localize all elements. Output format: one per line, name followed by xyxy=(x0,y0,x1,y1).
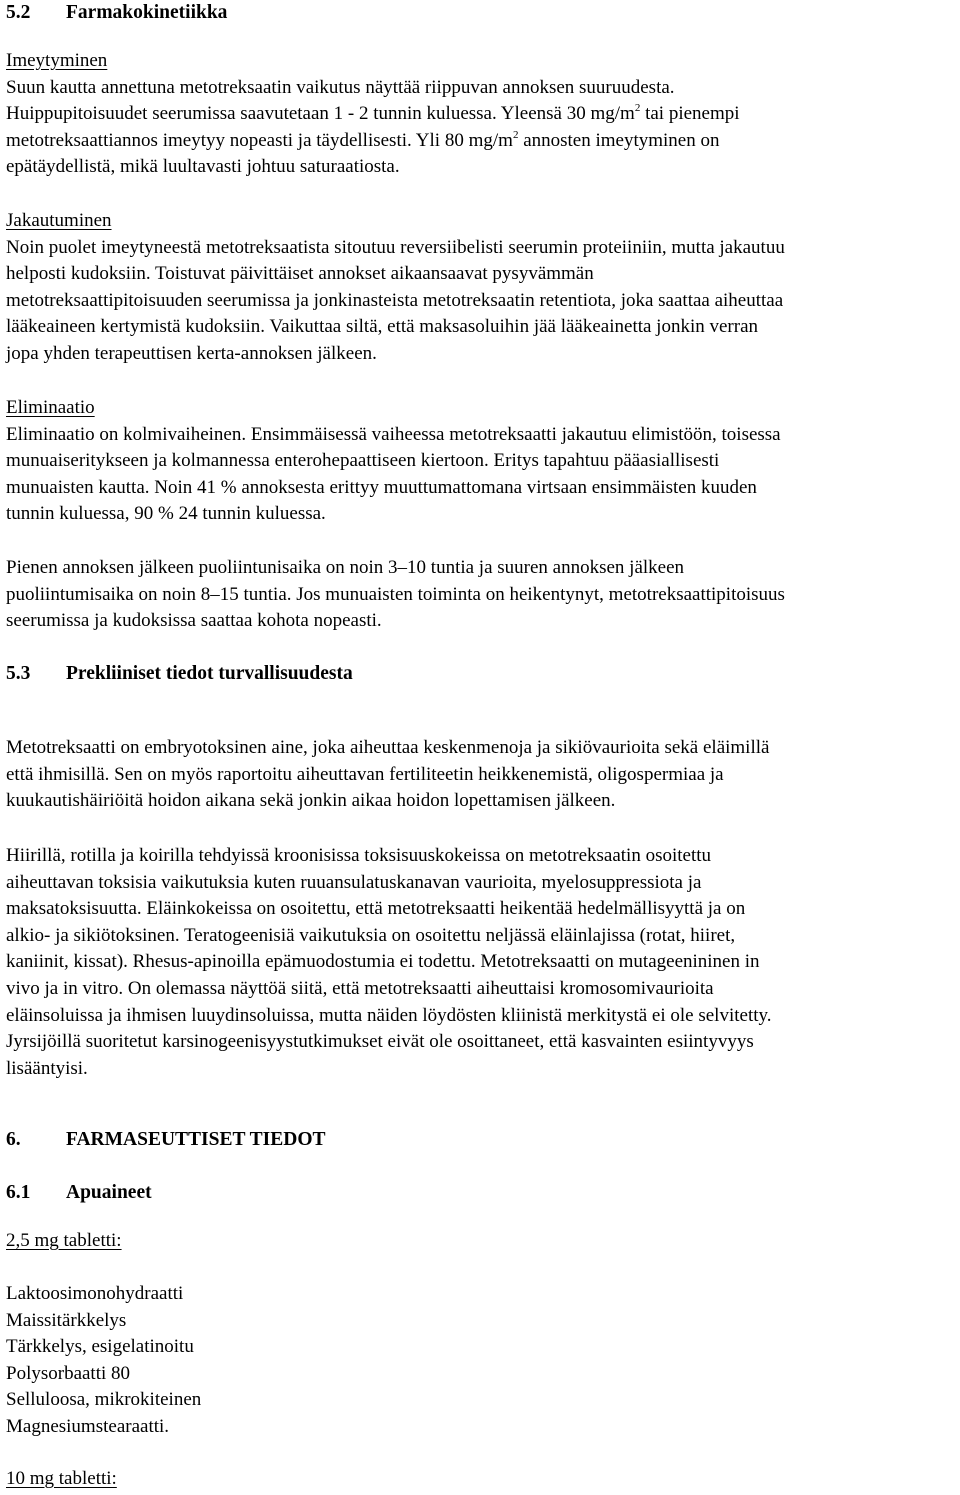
jakautuminen-block xyxy=(6,208,785,368)
text-line: Suun kautta annettuna metotreksaatin vaikutus näyttää riippuvan annoksen suuruudesta. xyxy=(6,76,675,98)
list-item: Selluloosa, mikrokiteinen xyxy=(6,1389,202,1411)
text-line: munuaisten kautta. Noin 41 % annoksesta erittyy muuttumattomana virtsaan ensimmäisten kuuden xyxy=(6,476,757,498)
superscript: 2 xyxy=(512,128,519,141)
section-5-2-heading xyxy=(6,0,227,27)
text-line: kuukautishäiriöitä hoidon aikana sekä jonkin aikaa hoidon lopettamisen jälkeen. xyxy=(6,790,616,812)
imeytyminen-block xyxy=(6,48,740,181)
tablet-10-label: 10 mg tabletti: xyxy=(6,1468,117,1489)
text-line: maksatoksisuutta. Eläinkokeissa on osoitettu, että metotreksaatti heikentää hedelmällisyyttä ja on xyxy=(6,898,746,920)
text-line: puoliintumisaika on noin 8–15 tuntia. Jos munuaisten toiminta on heikentynyt, metotreksaattipitoisuus xyxy=(6,583,785,605)
text-line: Noin puolet imeytyneestä metotreksaatista sitoutuu reversiibelisti seerumin proteiiniin, mutta jakautuu xyxy=(6,236,785,258)
section-title: FARMASEUTTISET TIEDOT xyxy=(66,1129,326,1150)
section-title: Prekliiniset tiedot turvallisuudesta xyxy=(66,663,353,684)
text-line: metotreksaattipitoisuuden seerumissa ja jonkinasteista metotreksaatin retentiota, joka saattaa aiheuttaa xyxy=(6,289,784,311)
subheading-eliminaatio: Eliminaatio xyxy=(6,397,95,418)
text-line: Jyrsijöillä suoritetut karsinogeenisyystutkimukset eivät ole osoittaneet, että kasvainten esiintyvyys xyxy=(6,1031,754,1053)
list-item: Magnesiumstearaatti. xyxy=(6,1415,170,1437)
text-line: epätäydellistä, mikä luultavasti johtuu saturaatiosta. xyxy=(6,156,400,178)
section-5-3-heading xyxy=(6,661,353,688)
subheading-imeytyminen: Imeytyminen xyxy=(6,50,108,71)
text-line: että ihmisillä. Sen on myös raportoitu aiheuttavan fertiliteetin heikkenemistä, oligospermiaa ja xyxy=(6,763,724,785)
text-line: metotreksaattiannos imeytyy nopeasti ja täydellisesti. Yli 80 $mg/m^2$ annosten imeytyminen on xyxy=(6,128,720,151)
preclinical-paragraph-2 xyxy=(6,843,772,1082)
text-line: vivo ja in vitro. On olemassa näyttöä siitä, että metotreksaatti aiheuttaisi kromosomivaurioita xyxy=(6,977,714,999)
text-line: kaniinit, kissat). Rhesus-apinoilla epämuodostumia ei todettu. Metotreksaatti on mutageenininen in xyxy=(6,951,760,973)
text-line: Eliminaatio on kolmivaiheinen. Ensimmäisessä vaiheessa metotreksaatti jakautuu elimistöön, toisessa xyxy=(6,423,781,445)
subheading-jakautuminen: Jakautuminen xyxy=(6,210,112,231)
section-number: 5.3 xyxy=(6,663,31,684)
section-title: Farmakokinetiikka xyxy=(66,2,228,23)
list-item: Polysorbaatti 80 xyxy=(6,1362,131,1384)
list-item: Maissitärkkelys xyxy=(6,1309,127,1331)
section-number: 6. xyxy=(6,1129,21,1150)
text-line: lääkeaineen kertymistä kudoksiin. Vaikuttaa siltä, että maksasoluihin jää lääkeainetta jonkin verran xyxy=(6,316,759,338)
text-line: aiheuttavan toksisia vaikutuksia kuten ruuansulatuskanavan vaurioita, myelosuppressiota ja xyxy=(6,871,702,893)
text-line: Pienen annoksen jälkeen puoliintunisaika on noin 3–10 tuntia ja suuren annoksen jälkeen xyxy=(6,557,685,578)
list-item: Laktoosimonohydraatti xyxy=(6,1283,184,1304)
section-title: Apuaineet xyxy=(66,1182,152,1203)
text-line: seerumissa ja kudoksissa saattaa kohota nopeasti. xyxy=(6,610,382,632)
preclinical-paragraph-1 xyxy=(6,735,769,815)
section-6-1-heading xyxy=(6,1180,152,1207)
tablet-10-heading xyxy=(6,1466,117,1493)
text-line: alkio- ja sikiötoksinen. Teratogeenisiä vaikutuksia on osoitettu neljässä eläinlajissa (rotat, hiiret, xyxy=(6,924,736,946)
tablet-2-5-label: 2,5 mg tabletti: xyxy=(6,1230,122,1251)
text-line: jopa yhden terapeuttisen kerta-annoksen jälkeen. xyxy=(6,342,377,364)
section-number: 5.2 xyxy=(6,2,31,23)
text-line: lisääntyisi. xyxy=(6,1057,88,1079)
text-line: Hiirillä, rotilla ja koirilla tehdyissä kroonisissa toksisuuskokeissa on metotreksaatin osoitettu xyxy=(6,845,712,866)
tablet-2-5-heading xyxy=(6,1228,122,1255)
puoliintumisaika-paragraph xyxy=(6,555,785,635)
text-line: eläinsoluissa ja ihmisen luuydinsoluissa, mutta näiden löydösten kliinistä merkitystä ei ole selvitetty. xyxy=(6,1004,772,1026)
text-line: munuaiseritykseen ja kolmannessa enterohepaattiseen kiertoon. Eritys tapahtuu pääasiallisesti xyxy=(6,450,720,472)
text-line: helposti kudoksiin. Toistuvat päivittäiset annokset aikaansaavat pysyvämmän xyxy=(6,263,594,285)
excipient-list xyxy=(6,1281,201,1441)
text-line: tunnin kuluessa, 90 % 24 tunnin kuluessa. xyxy=(6,503,326,525)
eliminaatio-block xyxy=(6,395,781,528)
section-number: 6.1 xyxy=(6,1182,31,1203)
text-line: Metotreksaatti on embryotoksinen aine, joka aiheuttaa keskenmenoja ja sikiövaurioita sekä eläimillä xyxy=(6,737,770,758)
superscript: 2 xyxy=(634,102,641,115)
list-item: Tärkkelys, esigelatinoitu xyxy=(6,1336,194,1358)
section-6-heading xyxy=(6,1127,326,1154)
text-line: Huippupitoisuudet seerumissa saavutetaan 1 - 2 tunnin kuluessa. Yleensä 30 $mg/m^2$ tai pienempi xyxy=(6,102,740,125)
